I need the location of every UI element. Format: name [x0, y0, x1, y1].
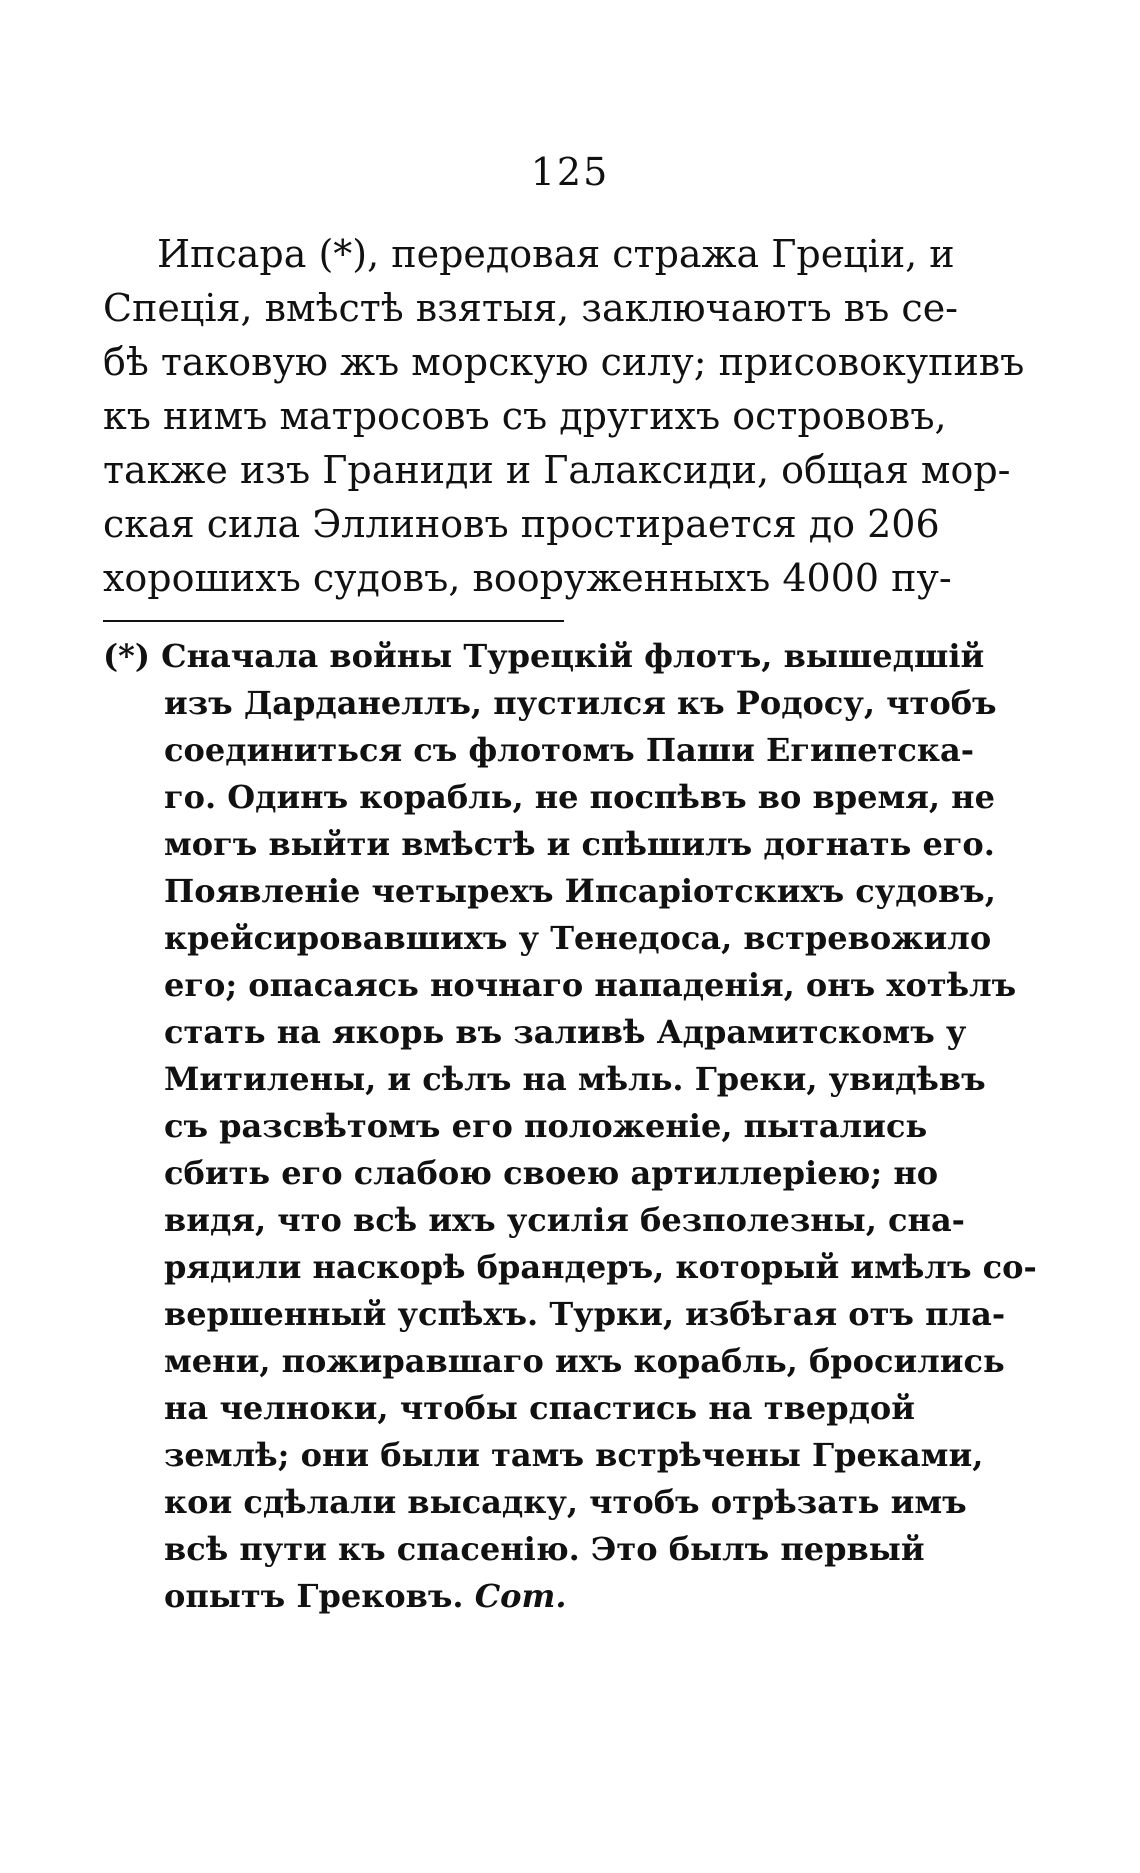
footnote-line: крейсировавшихъ у Тенедоса, встревожило	[164, 919, 992, 957]
footnote-line: видя, что всѣ ихъ усилія безполезны, сна-	[164, 1201, 965, 1239]
footnote-line: соединиться съ флотомъ Паши Египетска-	[164, 731, 974, 769]
body-line: бѣ таковую жъ морскую силу; присовокупивъ	[103, 340, 1025, 384]
footnote-source: Сот.	[474, 1577, 567, 1615]
footnote-line: кои сдѣлали высадку, чтобъ отрѣзать имъ	[164, 1483, 967, 1521]
footnote-last-line	[164, 1576, 915, 1616]
footnote-line: его; опасаясь ночнаго нападенія, онъ хотѣлъ	[164, 966, 1017, 1004]
footnote-line: го. Одинъ корабль, не поспѣвъ во время, не	[164, 778, 995, 816]
footnote-separator-rule	[103, 620, 564, 622]
body-line: къ нимъ матросовъ съ другихъ острововъ,	[103, 394, 947, 438]
body-line: хорошихъ судовъ, вооруженныхъ 4000 пу-	[103, 556, 952, 600]
footnote-last-text: опытъ Грековъ.	[164, 1577, 464, 1615]
body-line: Ипсара (*), передовая стража Греціи, и	[157, 232, 955, 276]
footnote-line: Митилены, и сѣлъ на мѣль. Греки, увидѣвъ	[164, 1060, 986, 1098]
footnote-line: на челноки, чтобы спастись на твердой	[164, 1389, 915, 1427]
footnote-line: съ разсвѣтомъ его положеніе, пытались	[164, 1107, 928, 1145]
footnote-line: (*) Сначала войны Турецкій флотъ, вышедшій	[103, 637, 985, 675]
footnote-line: могъ выйти вмѣстѣ и спѣшилъ догнать его.	[164, 825, 995, 863]
body-line: также изъ Граниди и Галаксиди, общая мор-	[103, 448, 1011, 492]
footnote-line: изъ Дарданеллъ, пустился къ Родосу, чтобъ	[164, 684, 997, 722]
footnote-line: вершенный успѣхъ. Турки, избѣгая отъ пла-	[164, 1295, 1006, 1333]
footnote-line: сбить его слабою своею артиллеріею; но	[164, 1154, 939, 1192]
footnote-line: рядили наскорѣ брандеръ, который имѣлъ со-	[164, 1248, 1037, 1286]
body-line: ская сила Эллиновъ простирается до 206	[103, 502, 940, 546]
footnote-line: землѣ; они были тамъ встрѣчены Греками,	[164, 1436, 984, 1474]
footnote-line: всѣ пути къ спасенію. Это былъ первый	[164, 1530, 925, 1568]
page-number: 125	[530, 150, 610, 194]
footnote-line: стать на якорь въ заливѣ Адрамитскомъ у	[164, 1013, 967, 1051]
footnote-line: Появленіе четырехъ Ипсаріотскихъ судовъ,	[164, 872, 996, 910]
body-line: Спеція, вмѣстѣ взятыя, заключаютъ въ се-	[103, 286, 959, 330]
footnote-line: мени, пожиравшаго ихъ корабль, бросились	[164, 1342, 1005, 1380]
